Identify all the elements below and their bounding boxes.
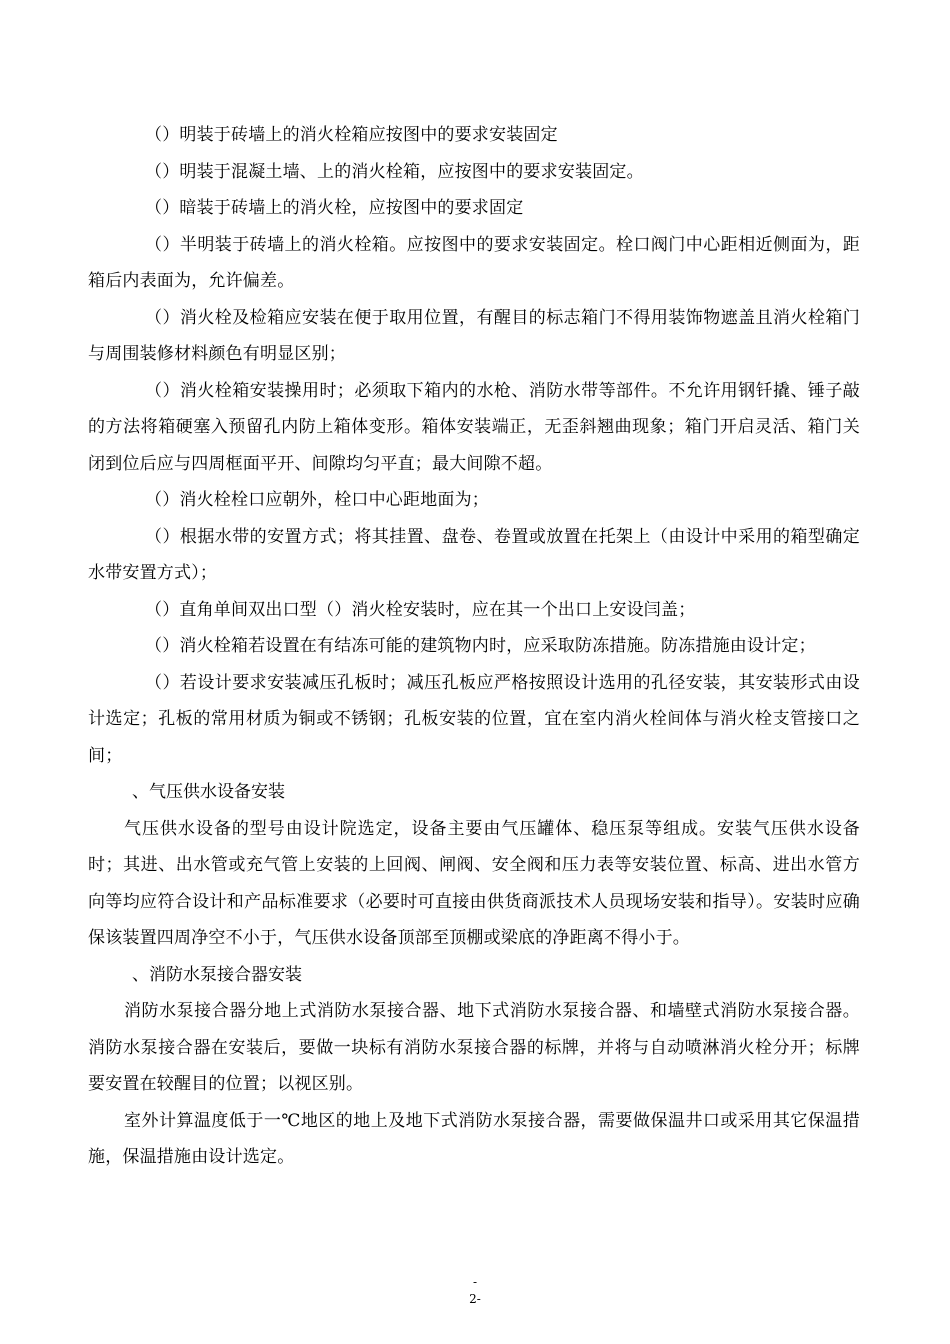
paragraph-antifreeze: （）消火栓箱若设置在有结冻可能的建筑物内时，应采取防冻措施。防冻措施由设计定；: [145, 636, 816, 656]
paragraph-orifice-plate: （）若设计要求安装减压孔板时；减压孔板应严格按照设计选用的孔径安装，其安装形式由设计选定；孔板的常用材质为铜或不锈钢；孔板安装的位置，宜在室内消火栓间体与消火栓支管接口之间；: [88, 672, 860, 766]
paragraph-air-pressure-body: 气压供水设备的型号由设计院选定，设备主要由气压罐体、稳压泵等组成。安装气压供水设备时；其进、出水管或充气管上安装的上回阀、闸阀、安全阀和压力表等安装位置、标高、进出水管方向等均应符合设计和产品标准要求（必要时可直接由供货商派技术人员现场安装和指导）。安装时应确保该装置四周净空不小于，气压供水设备顶部至顶棚或梁底的净距离不得小于。: [88, 818, 860, 948]
page-number: 2-: [469, 1292, 481, 1306]
paragraph-surface-concrete-box: （）明装于混凝土墙、上的消火栓箱，应按图中的要求安装固定。: [145, 161, 644, 182]
footer-dash: -: [472, 1275, 478, 1289]
paragraph-box-installation: （）消火栓箱安装操用时；必须取下箱内的水枪、消防水带等部件。不允许用钢钎撬、锤子敲的方法将箱硬塞入预留孔内防上箱体变形。箱体安装端正，无歪斜翘曲现象；箱门开启灵活、箱门关闭到位后应与四周框面平开、间隙均匀平直；最大间隙不超。: [88, 380, 860, 474]
paragraph-box-position: （）消火栓及检箱应安装在便于取用位置，有醒目的标志箱门不得用装饰物遮盖且消火栓箱门与周围装修材料颜色有明显区别；: [88, 307, 860, 364]
paragraph-outlet-direction: （）消火栓栓口应朝外，栓口中心距地面为；: [145, 490, 489, 510]
document-body: [88, 117, 860, 1176]
section-heading-air-pressure: 、气压供水设备安装: [132, 782, 285, 802]
paragraph-semi-surface-brick: （）半明装于砖墙上的消火栓箱。应按图中的要求安装固定。栓口阀门中心距相近侧面为，距箱后内表面为，允许偏差。: [88, 234, 860, 291]
paragraph-pump-adapter-insulation: 室外计算温度低于一℃地区的地上及地下式消防水泵接合器，需要做保温井口或采用其它保温措施，保温措施由设计选定。: [88, 1110, 860, 1167]
paragraph-double-outlet: （）直角单间双出口型（）消火栓安装时，应在其一个出口上安设闫盖；: [145, 599, 696, 620]
paragraph-pump-adapter-body: 消防水泵接合器分地上式消防水泵接合器、地下式消防水泵接合器、和墙壁式消防水泵接合器。消防水泵接合器在安装后，要做一块标有消防水泵接合器的标牌，并将与自动喷淋消火栓分开；标牌要安置在较醒目的位置；以视区别。: [88, 1001, 860, 1094]
paragraph-concealed-brick: （）暗装于砖墙上的消火栓，应按图中的要求固定: [145, 198, 524, 218]
paragraph-surface-brick-box: （）明装于砖墙上的消火栓箱应按图中的要求安装固定: [145, 125, 558, 145]
paragraph-hose-placement: （）根据水带的安置方式；将其挂置、盘卷、卷置或放置在托架上（由设计中采用的箱型确定水带安置方式）；: [88, 526, 860, 583]
section-heading-pump-adapter: 、消防水泵接合器安装: [132, 964, 302, 985]
